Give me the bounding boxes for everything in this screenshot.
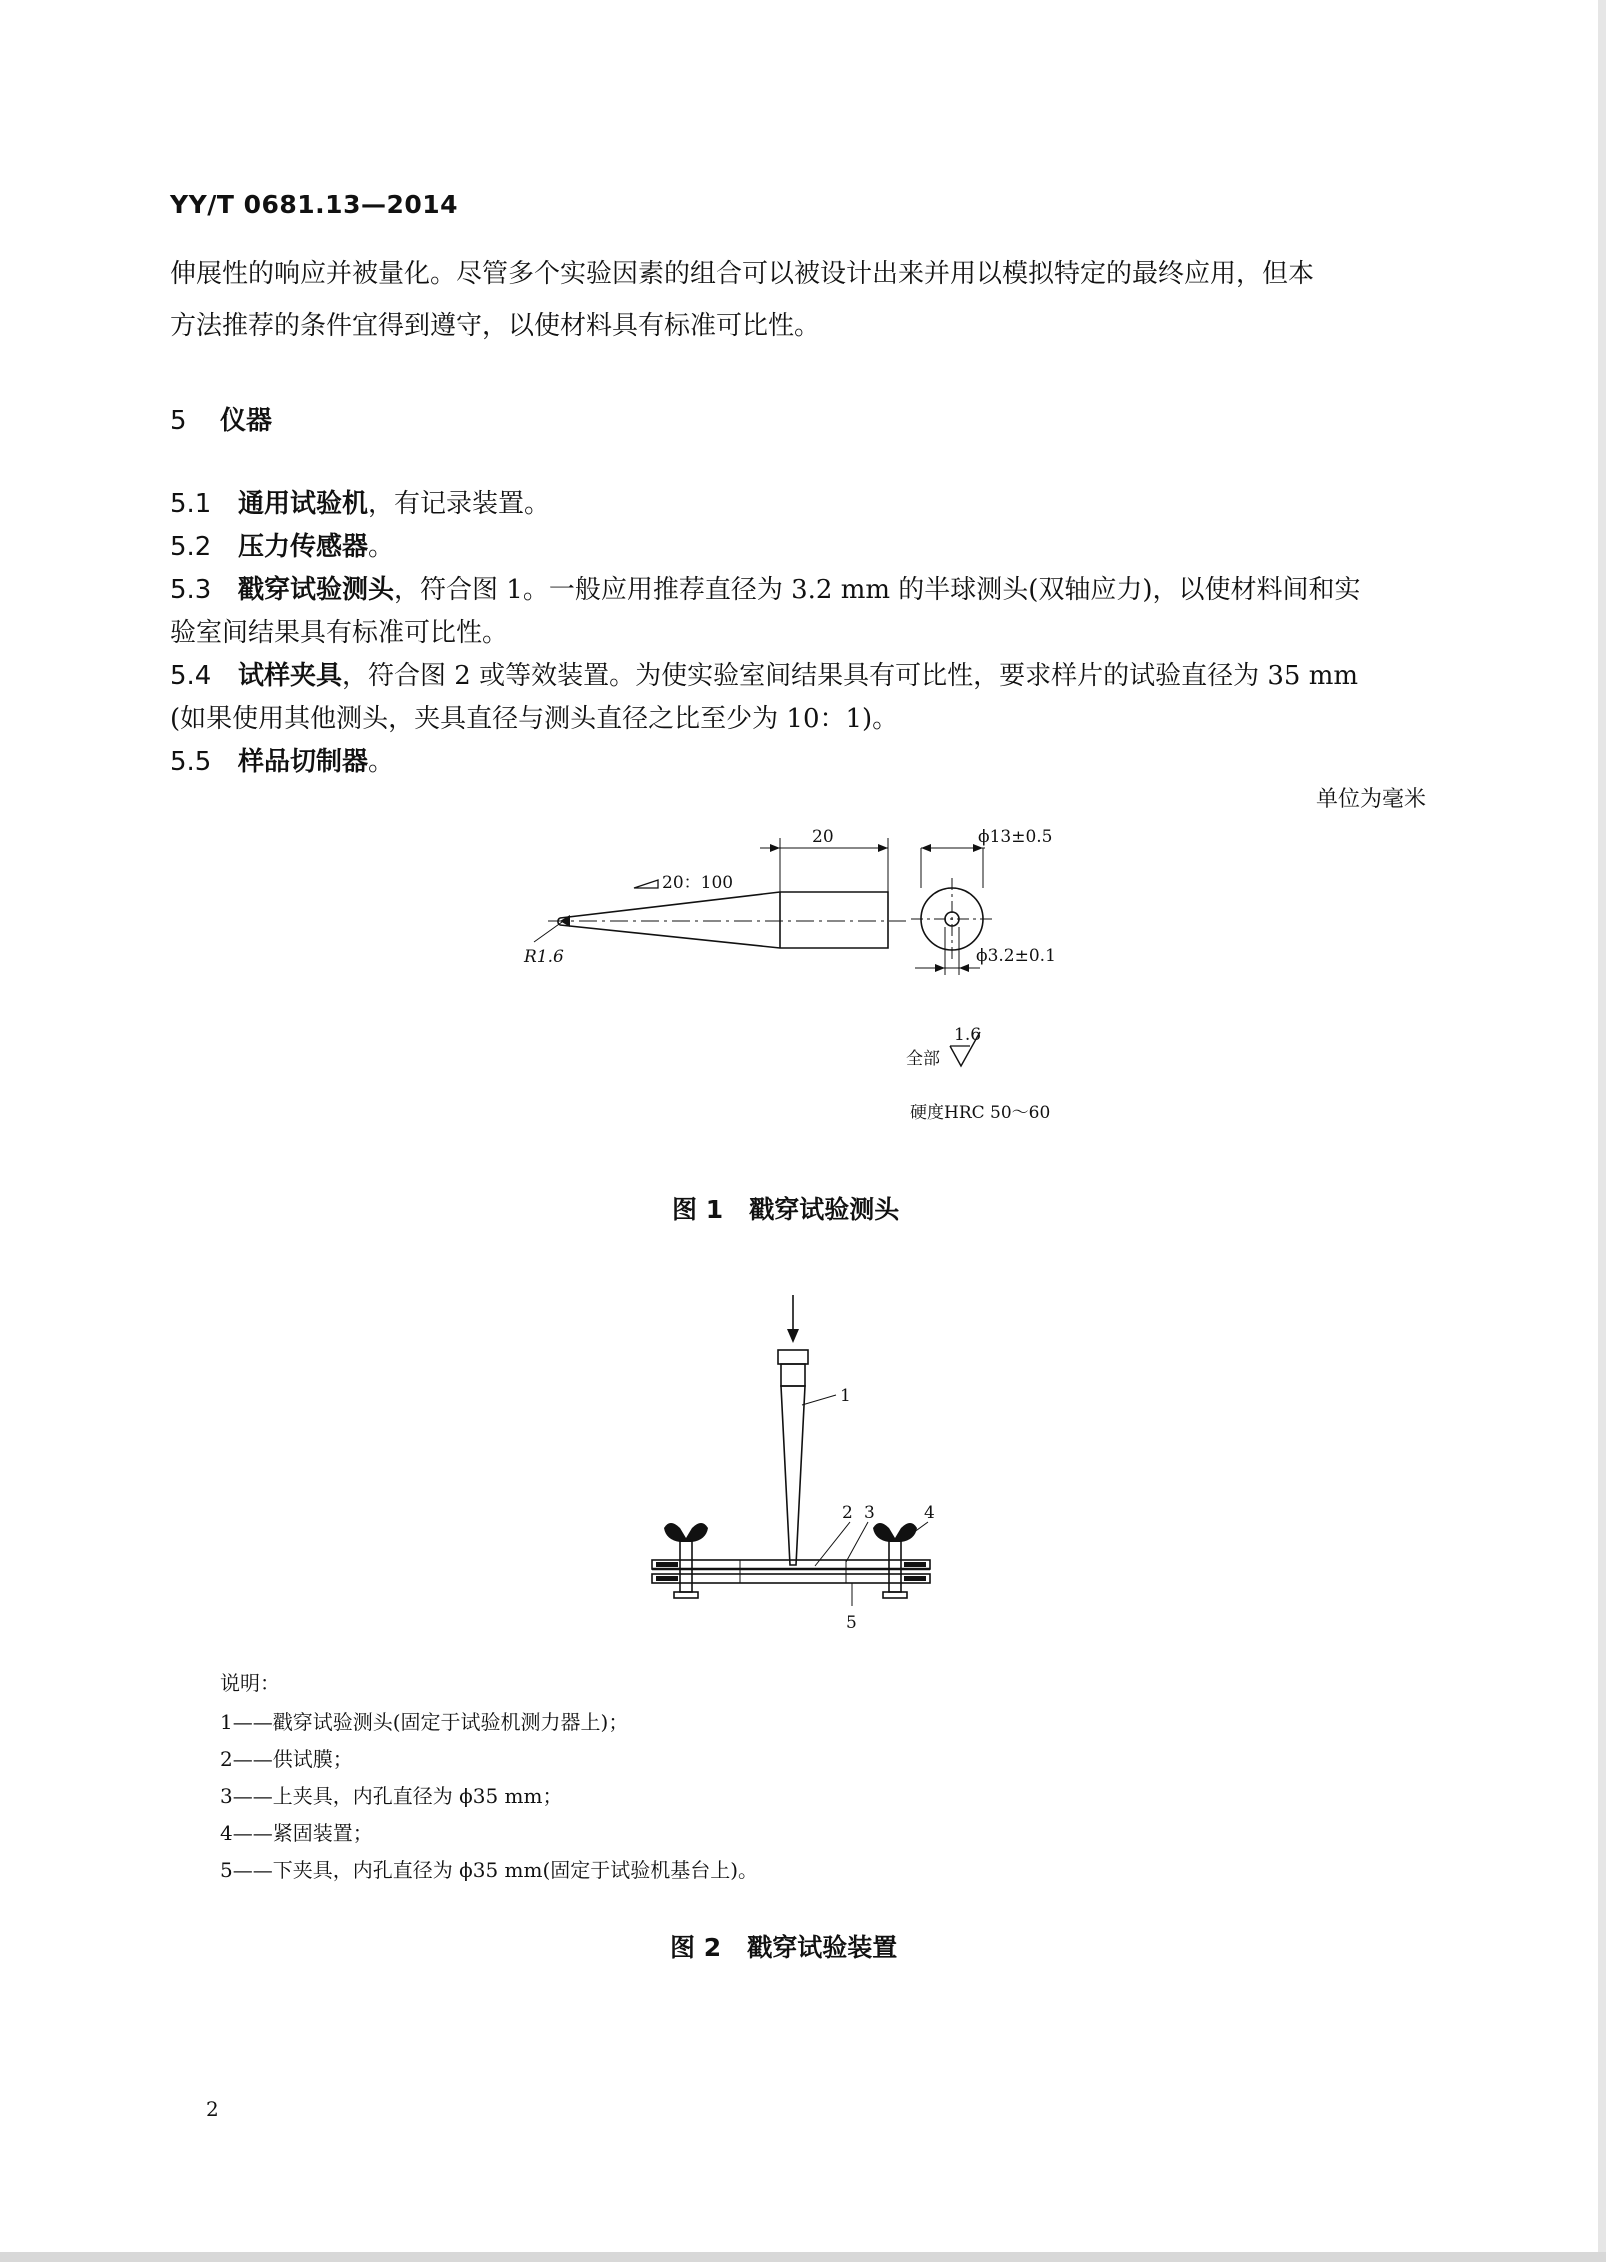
item-key: 戳穿试验测头 bbox=[238, 575, 395, 605]
figure2-caption bbox=[670, 1928, 897, 1964]
item-number: 5.5 bbox=[170, 747, 212, 777]
item-key: 压力传感器 bbox=[238, 532, 369, 562]
item-number: 5.3 bbox=[170, 575, 212, 605]
left-bolt-nut bbox=[674, 1592, 698, 1598]
right-bolt-nut bbox=[883, 1592, 907, 1598]
fig1-taper: 20：100 bbox=[662, 873, 734, 893]
item-number: 5.4 bbox=[170, 661, 212, 691]
fig2-label-4: 4 bbox=[924, 1503, 935, 1523]
load-arrow-icon bbox=[787, 1329, 799, 1343]
figure1-caption-title: 戳穿试验测头 bbox=[749, 1195, 900, 1224]
document-id: YY/T 0681.13—2014 bbox=[170, 190, 459, 219]
fig1-dim-length: 20 bbox=[812, 827, 834, 847]
leader-3 bbox=[846, 1522, 868, 1562]
figure1-caption-number: 图 1 bbox=[672, 1195, 724, 1224]
item-text: ，符合图 2 或等效装置。为使实验室间结果具有可比性，要求样片的试验直径为 35 mm bbox=[342, 661, 1359, 691]
figure2-legend-item-4: 4——紧固装置； bbox=[220, 1821, 373, 1845]
fig1-roughness-scope: 全部 bbox=[906, 1049, 940, 1069]
item-key: 通用试验机 bbox=[238, 489, 369, 519]
right-wing-nut-icon bbox=[873, 1523, 917, 1542]
fig2-label-3: 3 bbox=[864, 1503, 875, 1523]
item-text: 。 bbox=[368, 747, 395, 777]
figure2-legend-item-2: 2——供试膜； bbox=[220, 1747, 353, 1771]
fig1-dia-outer: ϕ13±0.5 bbox=[978, 827, 1053, 847]
item-5-4-continuation: (如果使用其他测头，夹具直径与测头直径之比至少为 10：1)。 bbox=[170, 704, 899, 734]
probe-head-top bbox=[778, 1350, 808, 1364]
unit-note: 单位为毫米 bbox=[1315, 787, 1426, 812]
item-key: 样品切制器 bbox=[238, 747, 369, 777]
leader-1 bbox=[802, 1395, 836, 1405]
page-number: 2 bbox=[206, 2097, 219, 2121]
figure2-legend-item-5: 5——下夹具，内孔直径为 ϕ35 mm(固定于试验机基台上)。 bbox=[220, 1858, 759, 1882]
probe-head-neck bbox=[781, 1364, 805, 1386]
item-text: ，有记录装置。 bbox=[368, 489, 551, 519]
probe-taper-body bbox=[781, 1386, 805, 1565]
figure2-caption-number: 图 2 bbox=[670, 1933, 722, 1962]
left-wing-nut-icon bbox=[664, 1523, 708, 1542]
fig2-label-1: 1 bbox=[840, 1386, 851, 1406]
item-text: 。 bbox=[368, 532, 395, 562]
fig1-roughness-value: 1.6 bbox=[954, 1025, 982, 1045]
section-number: 5 bbox=[170, 406, 187, 436]
fig2-label-5: 5 bbox=[846, 1613, 857, 1633]
item-5-3-continuation: 验室间结果具有标准可比性。 bbox=[170, 618, 509, 648]
right-bolt bbox=[889, 1540, 901, 1592]
intro-line-2: 方法推荐的条件宜得到遵守，以使材料具有标准可比性。 bbox=[170, 311, 821, 341]
clamp-section-upper-left bbox=[656, 1562, 678, 1567]
intro-line-1: 伸展性的响应并被量化。尽管多个实验因素的组合可以被设计出来并用以模拟特定的最终应用，但本 bbox=[170, 259, 1315, 289]
fig2-label-2: 2 bbox=[842, 1503, 853, 1523]
fig1-radius: R1.6 bbox=[524, 947, 564, 967]
figure2-caption-title: 戳穿试验装置 bbox=[747, 1933, 898, 1962]
figure2-legend-title: 说明： bbox=[220, 1671, 280, 1695]
fig1-dia-tip: ϕ3.2±0.1 bbox=[976, 946, 1056, 966]
figure2-legend-item-1: 1——戳穿试验测头(固定于试验机测力器上)； bbox=[220, 1710, 629, 1734]
left-bolt bbox=[680, 1540, 692, 1592]
clamp-section-lower-right bbox=[904, 1576, 926, 1581]
figure2-legend-item-3: 3——上夹具，内孔直径为 ϕ35 mm； bbox=[220, 1784, 563, 1808]
fig1-hardness: 硬度HRC 50～60 bbox=[910, 1103, 1051, 1123]
clamp-section-lower-left bbox=[656, 1576, 678, 1581]
item-key: 试样夹具 bbox=[238, 661, 343, 691]
item-number: 5.1 bbox=[170, 489, 212, 519]
item-number: 5.2 bbox=[170, 532, 212, 562]
item-text: ，符合图 1。一般应用推荐直径为 3.2 mm 的半球测头(双轴应力)，以使材料间和实 bbox=[394, 575, 1361, 605]
clamp-section-upper-right bbox=[904, 1562, 926, 1567]
section-title: 仪器 bbox=[220, 406, 273, 436]
